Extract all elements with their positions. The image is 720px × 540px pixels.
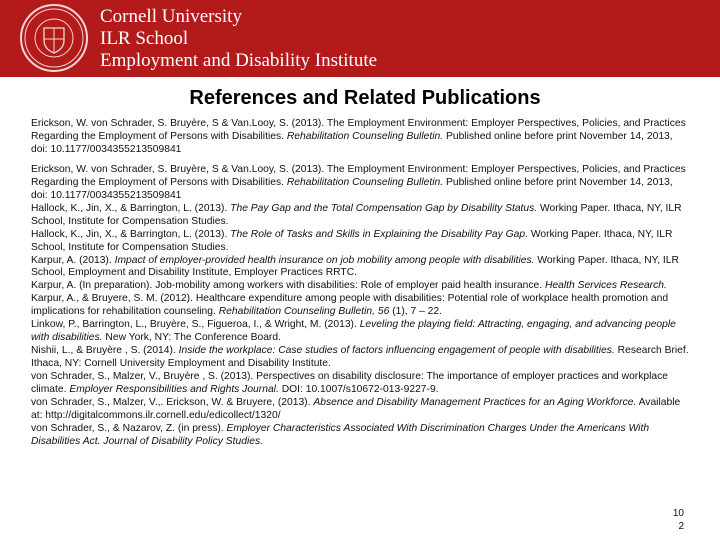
reference-italic-text: Rehabilitation Counseling Bulletin, 56	[218, 306, 390, 318]
reference-italic-text: Inside the workplace: Case studies of factors influencing engagement of people with disabilities.	[178, 345, 615, 357]
reference-post-text: Published online before print November 14, 2013, doi: 10.1177/0034355213509841	[31, 176, 673, 201]
brand-institute: Employment and Disability Institute	[100, 50, 378, 71]
reference-pre-text: Karpur, A. (2013).	[31, 254, 115, 266]
reference-post-text: (1), 7 – 22.	[389, 306, 442, 318]
reference-italic-text: Absence and Disability Management Practices for an Aging Workforce.	[313, 397, 637, 409]
reference-pre-text: von Schrader, S., & Nazarov, Z. (in press).	[31, 422, 227, 434]
reference-post-text: Working Paper. Ithaca, NY, ILR School, Institute for Compensation Studies.	[31, 202, 682, 227]
reference-pre-text: Hallock, K., Jin, X., & Barrington, L. (2013).	[31, 228, 231, 240]
reference-italic-text: The Pay Gap and the Total Compensation Gap by Disability Status.	[230, 202, 538, 214]
reference-entry	[31, 255, 691, 281]
header-banner	[0, 0, 720, 77]
reference-entry	[31, 203, 691, 229]
reference-pre-text: Erickson, W. von Schrader, S. Bruyère, S & Van.Looy, S. (2013). The Employment Environment: Employer Perspectives, Policies, and Practices Regarding the Employment of Persons with Disabilities.	[31, 118, 686, 142]
reference-italic-text: Rehabilitation Counseling Bulletin.	[286, 130, 444, 142]
reference-entry	[31, 319, 691, 345]
reference-entry	[31, 423, 691, 449]
reference-italic-text: The Role of Tasks and Skills in Explaining the Disability Pay Gap	[230, 228, 526, 240]
brand-university: Cornell University	[100, 6, 242, 27]
brand-text	[100, 6, 377, 72]
reference-post-text: . Working Paper. Ithaca, NY, ILR School, Institute for Compensation Studies.	[31, 228, 673, 253]
reference-pre-text: Karpur, A. (In preparation). Job-mobility among workers with disabilities: Role of employer paid health insurance.	[31, 280, 545, 292]
reference-post-text: DOI: 10.1007/s10672-013-9227-9.	[278, 384, 439, 396]
reference-post-text: Working Paper. Ithaca, NY, ILR School, Employment and Disability Institute, Employer Practices RRTC.	[31, 254, 679, 279]
reference-pre-text: von Schrader, S., Malzer, V.,. Erickson, W. & Bruyere, (2013).	[31, 397, 314, 409]
reference-list	[31, 118, 691, 449]
reference-entry	[31, 371, 691, 397]
reference-post-text: New York, NY: The Conference Board.	[102, 332, 281, 344]
reference-pre-text: Nishii, L., & Bruyère , S. (2014).	[31, 345, 179, 357]
page-number-line-2: 2	[678, 521, 684, 532]
reference-entry	[31, 345, 691, 371]
reference-post-text: Research Brief. Ithaca, NY: Cornell University Employment and Disability Institute.	[31, 345, 689, 370]
cornell-seal-logo	[20, 4, 88, 72]
page-title: References and Related Publications	[189, 87, 541, 109]
reference-pre-text: Karpur, A., & Bruyere, S. M. (2012). Healthcare expenditure among people with disabilities: Potential role of workplace health promotion and implications for rehabilitation counseling.	[31, 293, 669, 318]
brand-school: ILR School	[100, 28, 189, 49]
reference-entry	[31, 118, 691, 157]
reference-entry	[31, 397, 691, 423]
reference-pre-text: Erickson, W. von Schrader, S. Bruyère, S & Van.Looy, S. (2013). The Employment Environment: Employer Perspectives, Policies, and Practices Regarding the Employment of Persons with Disabilities.	[31, 163, 686, 188]
reference-italic-text: Rehabilitation Counseling Bulletin.	[286, 176, 444, 188]
reference-entry	[31, 229, 691, 255]
page-number-line-1: 10	[672, 508, 684, 519]
reference-entry	[31, 293, 691, 319]
reference-post-text: Available at: http://digitalcommons.ilr.cornell.edu/edicollect/1320/	[31, 397, 681, 421]
reference-pre-text: Hallock, K., Jin, X., & Barrington, L. (2013).	[31, 202, 231, 214]
reference-pre-text: Linkow, P., Barrington, L., Bruyère, S., Figueroa, I., & Wright, M. (2013).	[31, 319, 360, 331]
reference-italic-text: Health Services Research.	[544, 280, 667, 292]
reference-entry	[31, 164, 691, 203]
reference-entry	[31, 280, 691, 293]
reference-italic-text: Employer Characteristics Associated With Discrimination Charges Under the Americans With Disabilities Act. Journal of Disability Policy Studies.	[31, 422, 650, 447]
reference-pre-text: von Schrader, S., Malzer, V., Bruyère , S. (2013). Perspectives on disability disclosure: The importance of employer practices and workplace climate.	[31, 371, 668, 396]
page-number	[640, 507, 684, 533]
reference-italic-text: Leveling the playing field: Attracting, engaging, and advancing people with disabilities.	[31, 319, 676, 344]
reference-italic-text: Employer Responsibilities and Rights Journal.	[69, 384, 279, 396]
reference-post-text: Published online before print November 14, 2013, doi: 10.1177/0034355213509841	[31, 130, 673, 155]
seal-graphic	[22, 6, 86, 70]
reference-italic-text: Impact of employer-provided health insurance on job mobility among people with disabilities.	[114, 254, 535, 266]
